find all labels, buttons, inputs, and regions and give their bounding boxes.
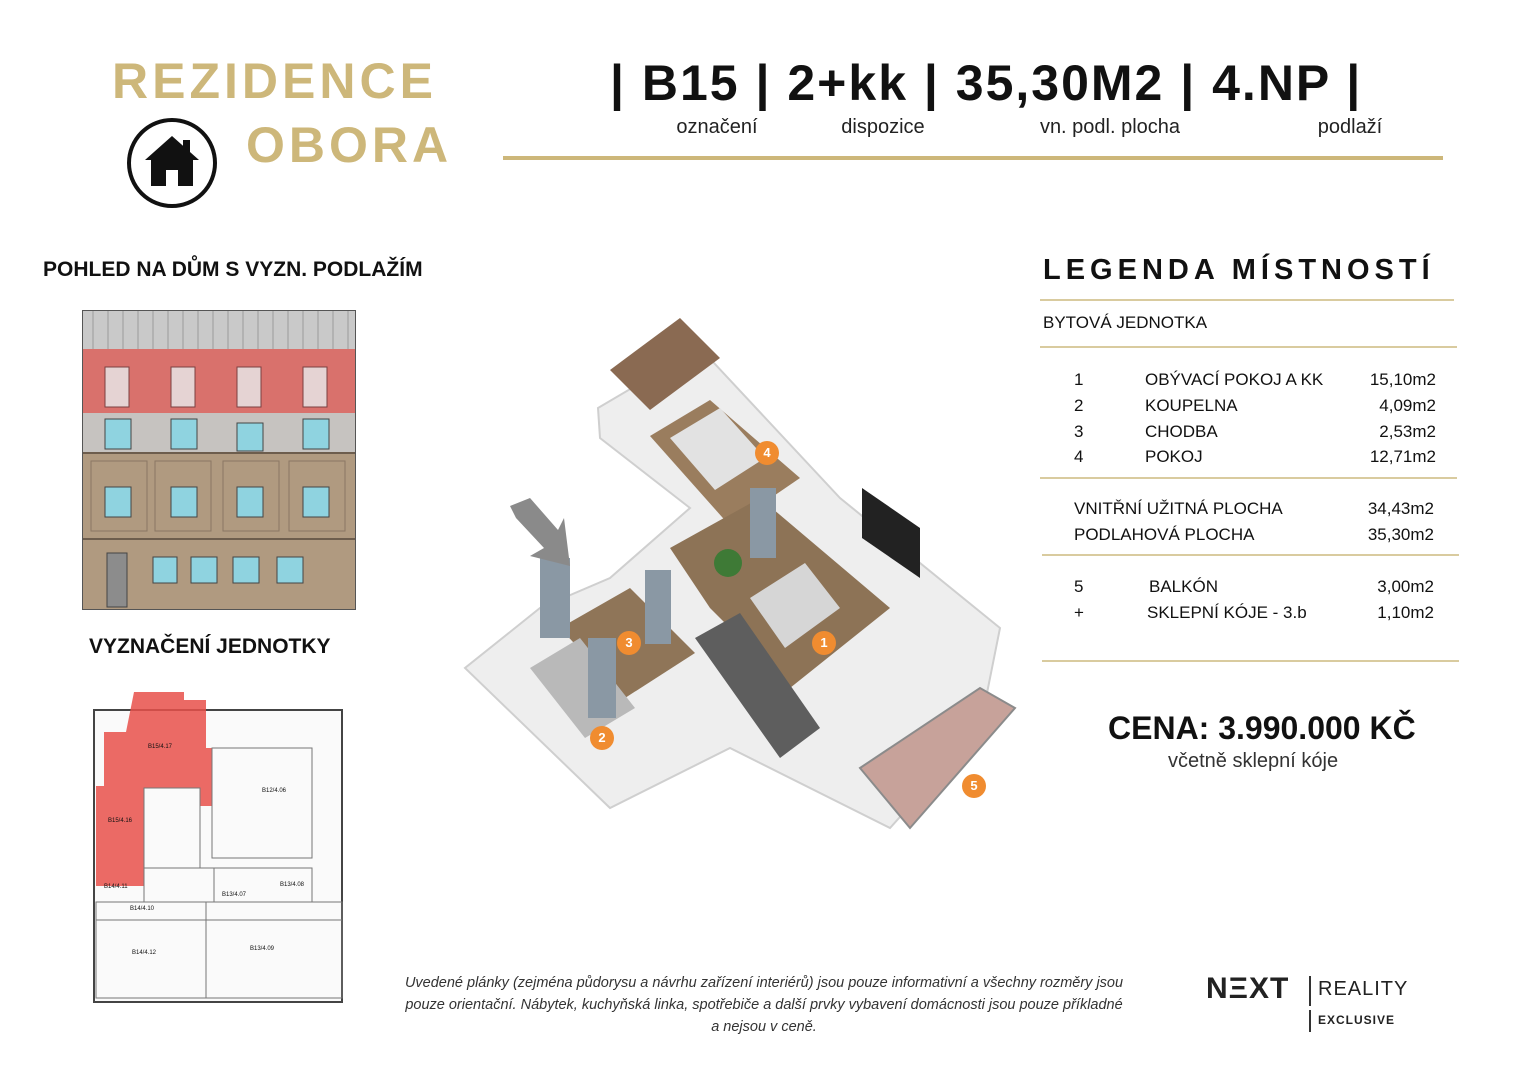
price-note: včetně sklepní kóje xyxy=(1168,750,1339,772)
facade-title: POHLED NA DŮM S VYZN. PODLAŽÍM xyxy=(43,258,423,281)
caption-oznaceni: označení xyxy=(676,116,758,138)
plan-label: B13/4.08 xyxy=(280,882,305,888)
header-divider xyxy=(503,156,1443,160)
total-name: VNITŘNÍ UŽITNÁ PLOCHA xyxy=(1074,499,1283,518)
total-area: 35,30m2 xyxy=(1367,525,1434,544)
plan-label: B13/4.07 xyxy=(222,892,247,898)
extra-num: 5 xyxy=(1074,577,1084,596)
brand-reality: REALITY xyxy=(1318,978,1409,1000)
room-name: OBÝVACÍ POKOJ A KK xyxy=(1145,370,1324,389)
brand-separator xyxy=(1309,976,1311,1006)
legend-divider xyxy=(1042,660,1459,662)
facade-image xyxy=(82,310,356,610)
plan-label: B15/4.17 xyxy=(148,744,173,750)
plan-label: B13/4.09 xyxy=(250,946,275,952)
room-marker-2: 2 xyxy=(590,726,614,750)
legend-title: LEGENDA MÍSTNOSTÍ xyxy=(1043,254,1435,286)
caption-dispozice: dispozice xyxy=(841,116,925,138)
room-num: 3 xyxy=(1074,422,1084,441)
room-num: 2 xyxy=(1074,396,1084,415)
brand-logo: NΞXT xyxy=(1206,972,1290,1005)
brand-exclusive: EXCLUSIVE xyxy=(1318,1013,1396,1027)
total-name: PODLAHOVÁ PLOCHA xyxy=(1074,525,1255,544)
room-marker-3: 3 xyxy=(617,631,641,655)
legend-divider xyxy=(1040,477,1457,479)
legend-divider xyxy=(1040,346,1457,348)
unit-spec-line: | B15 | 2+kk | 35,30M2 | 4.NP | xyxy=(610,55,1363,111)
logo-title-rezidence: REZIDENCE xyxy=(112,53,437,109)
disclaimer: Uvedené plánky (zejména půdorysu a návrhu zařízení interiérů) jsou pouze informativní a všechny rozměry jsou pouze orientační. Nábytek, kuchyňská linka, spotřebiče a další prvky vybavení domácnosti jsou pouze příkladné a nejsou v ceně. xyxy=(404,975,1124,1035)
legend-divider xyxy=(1042,554,1459,556)
extra-area: 3,00m2 xyxy=(1377,577,1434,596)
plan-label: B14/4.10 xyxy=(130,906,155,912)
room-marker-1: 1 xyxy=(812,631,836,655)
price-label: CENA: 3.990.000 KČ xyxy=(1108,710,1416,746)
room-name: POKOJ xyxy=(1145,447,1203,466)
legend-divider xyxy=(1040,299,1454,301)
extra-area: 1,10m2 xyxy=(1377,603,1434,622)
room-area: 15,10m2 xyxy=(1369,370,1436,389)
unit-floor-plan xyxy=(82,688,354,1008)
logo-title-obora: OBORA xyxy=(246,117,453,173)
plan-label: B12/4.06 xyxy=(262,788,287,794)
extra-name: SKLEPNÍ KÓJE - 3.b xyxy=(1147,603,1307,622)
room-marker-4: 4 xyxy=(755,441,779,465)
room-num: 1 xyxy=(1074,370,1084,389)
extra-name: BALKÓN xyxy=(1149,577,1218,596)
caption-podlazi: podlaží xyxy=(1317,116,1383,138)
plan-label: B15/4.16 xyxy=(108,818,133,824)
room-area: 2,53m2 xyxy=(1379,422,1436,441)
house-icon xyxy=(127,118,217,208)
extra-num: + xyxy=(1074,603,1084,622)
unit-title: VYZNAČENÍ JEDNOTKY xyxy=(89,635,331,658)
room-marker-5: 5 xyxy=(962,774,986,798)
total-area: 34,43m2 xyxy=(1367,499,1434,518)
plan-label: B14/4.12 xyxy=(132,950,157,956)
room-name: CHODBA xyxy=(1145,422,1218,441)
room-name: KOUPELNA xyxy=(1145,396,1238,415)
room-area: 12,71m2 xyxy=(1369,447,1436,466)
plan-label: B14/4.11 xyxy=(104,884,128,890)
caption-plocha: vn. podl. plocha xyxy=(1039,116,1181,138)
room-num: 4 xyxy=(1074,447,1084,466)
room-area: 4,09m2 xyxy=(1379,396,1436,415)
brand-separator xyxy=(1309,1010,1311,1032)
apartment-3d-floorplan xyxy=(460,308,1020,838)
legend-section: BYTOVÁ JEDNOTKA xyxy=(1043,313,1208,332)
